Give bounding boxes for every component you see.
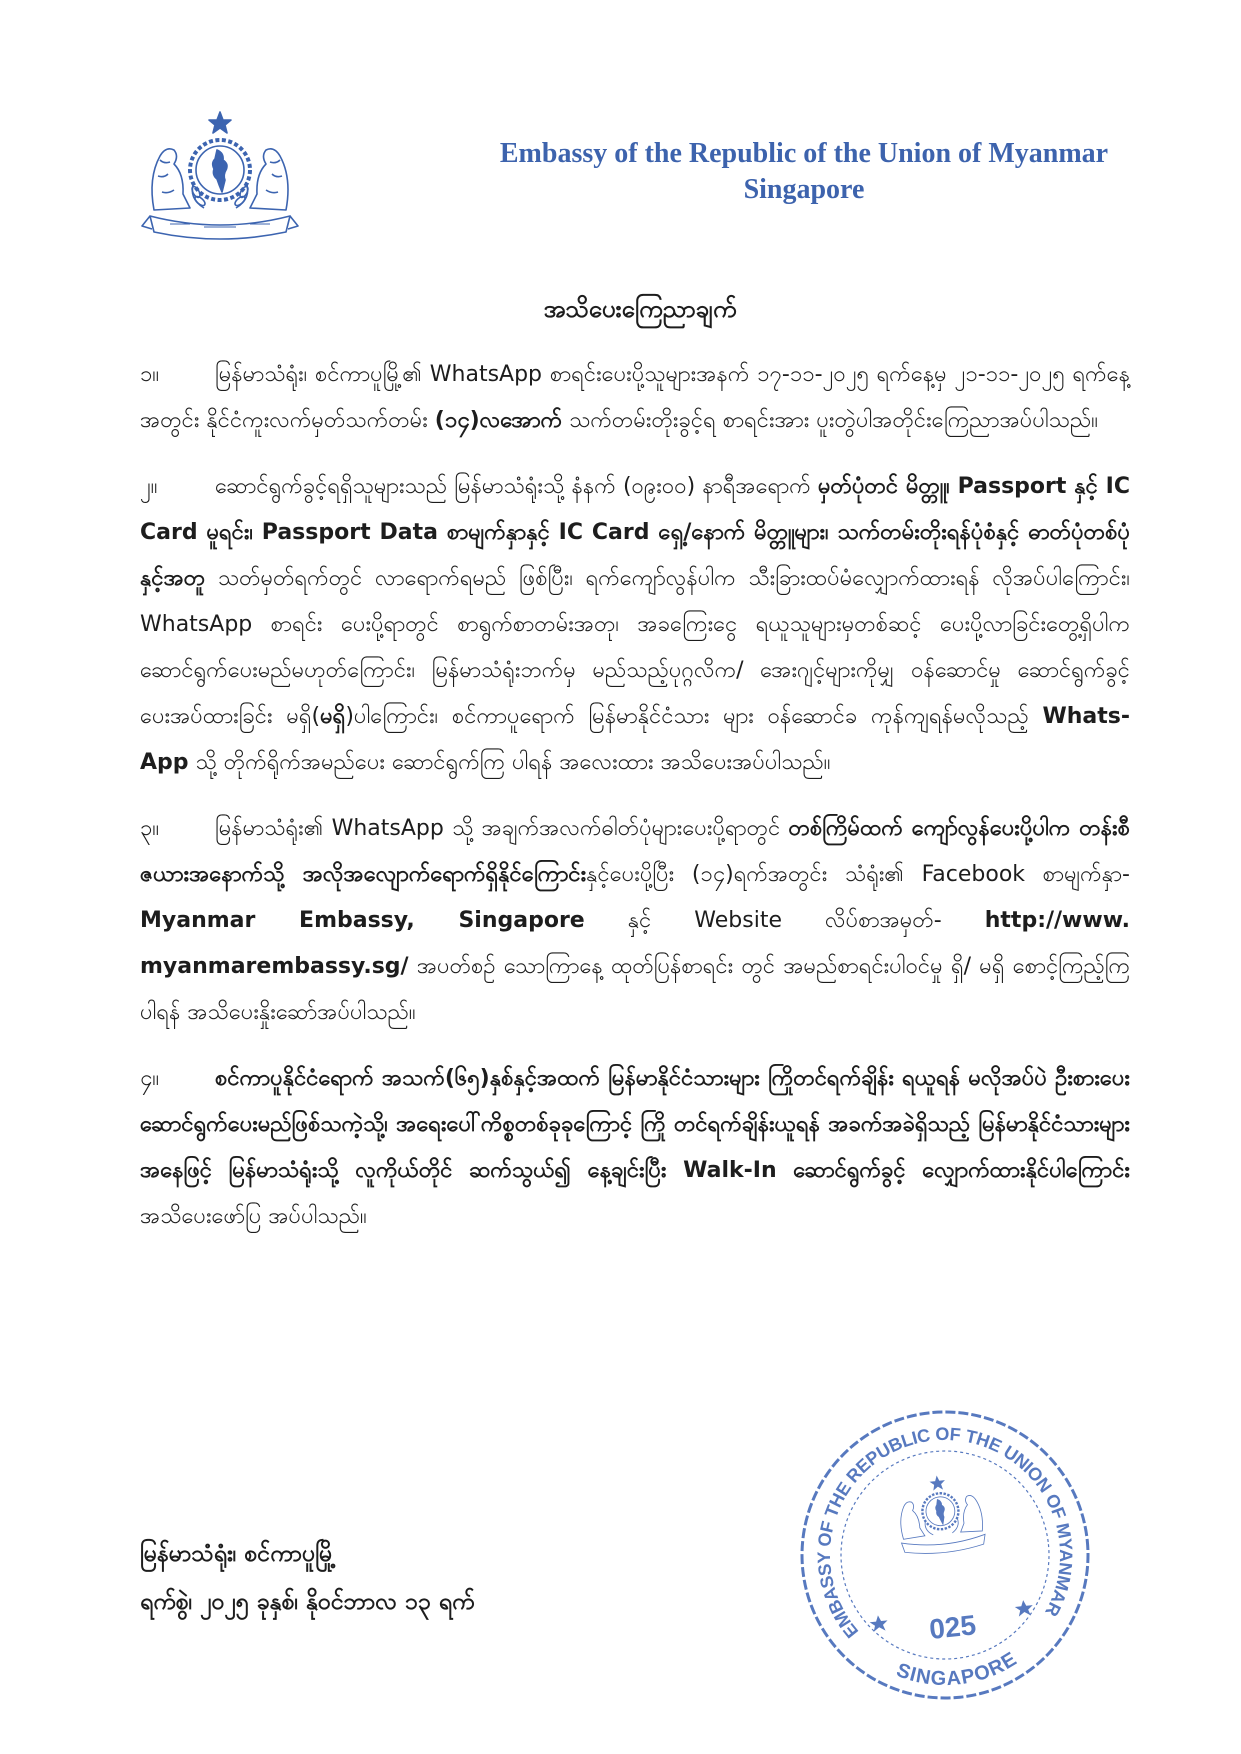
stamp-top-text-path: EMBASSY OF THE REPUBLIC OF THE UNION OF MYANMAR	[813, 1423, 1077, 1642]
paragraph-text: သက်တမ်းတိုးခွင့်ရ စာရင်းအား ပူးတွဲပါအတိုင်းကြေညာအပ်ပါသည်။	[562, 408, 1098, 433]
letterhead	[444, 136, 1164, 208]
page-title: အသိပေးကြေညာချက်	[543, 295, 737, 323]
emphasis-text: (၁၄)လအောက်	[434, 408, 563, 433]
letterhead-title: Embassy of the Republic of the Union of Myanmar	[499, 138, 1109, 169]
paragraph-text: နှင့်ပေးပို့ပြီး (၁၄)ရက်အတွင်း သံရုံး၏ Facebook စာမျက်နှာ-	[586, 862, 1130, 887]
signature-block	[140, 1530, 780, 1626]
emblem-map-icon	[213, 150, 227, 192]
emphasis-text: စင်ကာပူနိုင်ငံရောက် အသက်(၆၅)နှစ်နှင့်အထက် မြန်မာနိုင်ငံသားများ ကြိုတင်ရက်ချိန်း ရယူရန် မလိုအပ်ပဲ ဦးစားပေးဆောင်ရွက်ပေးမည်ဖြစ်သကဲ့သို့၊ အရေးပေါ်ကိစ္စတစ်ခုခုကြောင့် ကြို တင်ရက်ချိန်းယူရန် အခက်အခဲရှိသည့် မြန်မာနိုင်ငံသားများအနေဖြင့် မြန်မာသံရုံးသို့ လူကိုယ်တိုင် ဆက်သွယ်၍ နေ့ချင်းပြီး Walk-In ဆောင်ရွက်ခွင့် လျှောက်ထားနိုင်ပါကြောင်း	[140, 1066, 1130, 1183]
official-stamp	[780, 1390, 1110, 1720]
stamp-emblem	[895, 1472, 987, 1557]
paragraph-number: ၂။	[140, 474, 158, 499]
paragraph-text: ဆောင်ရွက်ခွင့်ရရှိသူများသည် မြန်မာသံရုံးသို့ နံနက် (၀၉း၀၀) နာရီအရောက်	[215, 474, 818, 499]
paragraph-text: နှင့် Website လိပ်စာအမှတ်-	[584, 908, 985, 933]
facebook-page-name: Myanmar Embassy, Singapore	[140, 908, 585, 933]
stamp-top-text	[801, 1411, 1083, 1645]
lion-icon	[152, 149, 190, 210]
lion-icon	[250, 149, 288, 210]
paragraph-text: သတ်မှတ်ရက်တွင် လာရောက်ရမည် ဖြစ်ပြီး၊ ရက်ကျော်လွန်ပါက သီးခြားထပ်မံလျှောက်ထားရန် လိုအပ်ပါကြောင်း၊ WhatsApp စာရင်း ပေးပို့ရာတွင် စာရွက်စာတမ်းအတု၊ အခကြေးငွေ ရယူသူများမှတစ်ဆင့် ပေးပို့လာခြင်းတွေ့ရှိပါက ဆောင်ရွက်ပေးမည်မဟုတ်ကြောင်း၊ မြန်မာသံရုံးဘက်မှ မည်သည့်ပုဂ္ဂလိက/ အေးဂျင့်များကိုမျှ ဝန်ဆောင်မှု ဆောင်ရွက်ခွင့်ပေးအပ်ထားခြင်း မရှိ(	[140, 566, 1130, 729]
document-body	[140, 352, 1130, 1260]
paragraph-number: ၄။	[140, 1066, 160, 1091]
paragraph-1	[140, 352, 1130, 444]
paragraph-text: အသိပေးဖော်ပြ အပ်ပါသည်။	[140, 1204, 367, 1229]
stamp-outer-ring	[788, 1398, 1102, 1712]
paragraph-text: )ပါကြောင်း၊ စင်ကာပူရောက် မြန်မာနိုင်ငံသား များ ဝန်ဆောင်ခ ကုန်ကျရန်မလိုသည့်	[345, 704, 1043, 729]
emphasis-text: တစ်ကြိမ်ထက် ကျော်လွန်ပေးပို့ပါက တန်းစီဇယားအနောက်သို့ အလိုအလျောက်ရောက်ရှိနိုင်ကြောင်း	[140, 816, 1130, 887]
emphasis-text: မရှိ	[320, 704, 346, 729]
state-emblem	[140, 110, 300, 246]
paragraph-4	[140, 1056, 1130, 1240]
paragraph-3	[140, 806, 1130, 1036]
paragraph-text: မြန်မာသံရုံး၏ WhatsApp သို့ အချက်အလက်ဓါတ်ပုံများပေးပို့ရာတွင်	[215, 816, 789, 841]
paragraph-text: မြန်မာသံရုံး၊ စင်ကာပူမြို့၏ WhatsApp စာရင်းပေးပို့သူများအနက် ၁၇-၁၁-၂၀၂၅ ရက်နေ့မှ ၂၁-၁၁-၂၀၂၅ ရက်နေ့အတွင်း နိုင်ငံကူးလက်မှတ်သက်တမ်း	[140, 362, 1130, 433]
stamp-bottom-text	[892, 1647, 1023, 1696]
paragraph-text: အပတ်စဉ် သောကြာနေ့ ထုတ်ပြန်စာရင်း တွင် အမည်စာရင်းပါဝင်မှု ရှိ/ မရှိ စောင့်ကြည့်ကြပါရန် အသိပေးနှိုးဆော်အပ်ပါသည်။	[140, 954, 1130, 1025]
paragraph-number: ၃။	[140, 816, 160, 841]
paragraph-text: သို့ တိုက်ရိုက်အမည်ပေး ဆောင်ရွက်ကြ ပါရန် အလေးထား အသိပေးအပ်ပါသည်။	[188, 750, 831, 775]
emphasis-text: မှတ်ပုံတင် မိတ္တူ၊ Passport နှင့် IC Card မူရင်း၊ Passport Data စာမျက်နှာနှင့် IC Card ရှေ့/နောက် မိတ္တူများ၊ သက်တမ်းတိုးရန်ပုံစံနှင့် ဓာတ်ပုံတစ်ပုံနှင့်အတူ	[140, 474, 1130, 591]
emblem-star-icon	[209, 112, 231, 133]
website-address: http://www. myanmarembassy.sg/	[140, 908, 1130, 979]
stamp-number: 025	[927, 1609, 978, 1645]
paragraph-2	[140, 464, 1130, 786]
issuer-name: မြန်မာသံရုံး၊ စင်ကာပူမြို့	[140, 1541, 336, 1567]
letterhead-city: Singapore	[743, 174, 865, 205]
paragraph-number: ၁။	[140, 362, 160, 387]
issue-date: ရက်စွဲ၊ ၂၀၂၅ ခုနှစ်၊ နိုဝင်ဘာလ ၁၃ ရက်	[140, 1589, 475, 1615]
stamp-bottom-text-path: SINGAPORE	[893, 1647, 1022, 1691]
emphasis-text: Whats- App	[140, 704, 1130, 775]
